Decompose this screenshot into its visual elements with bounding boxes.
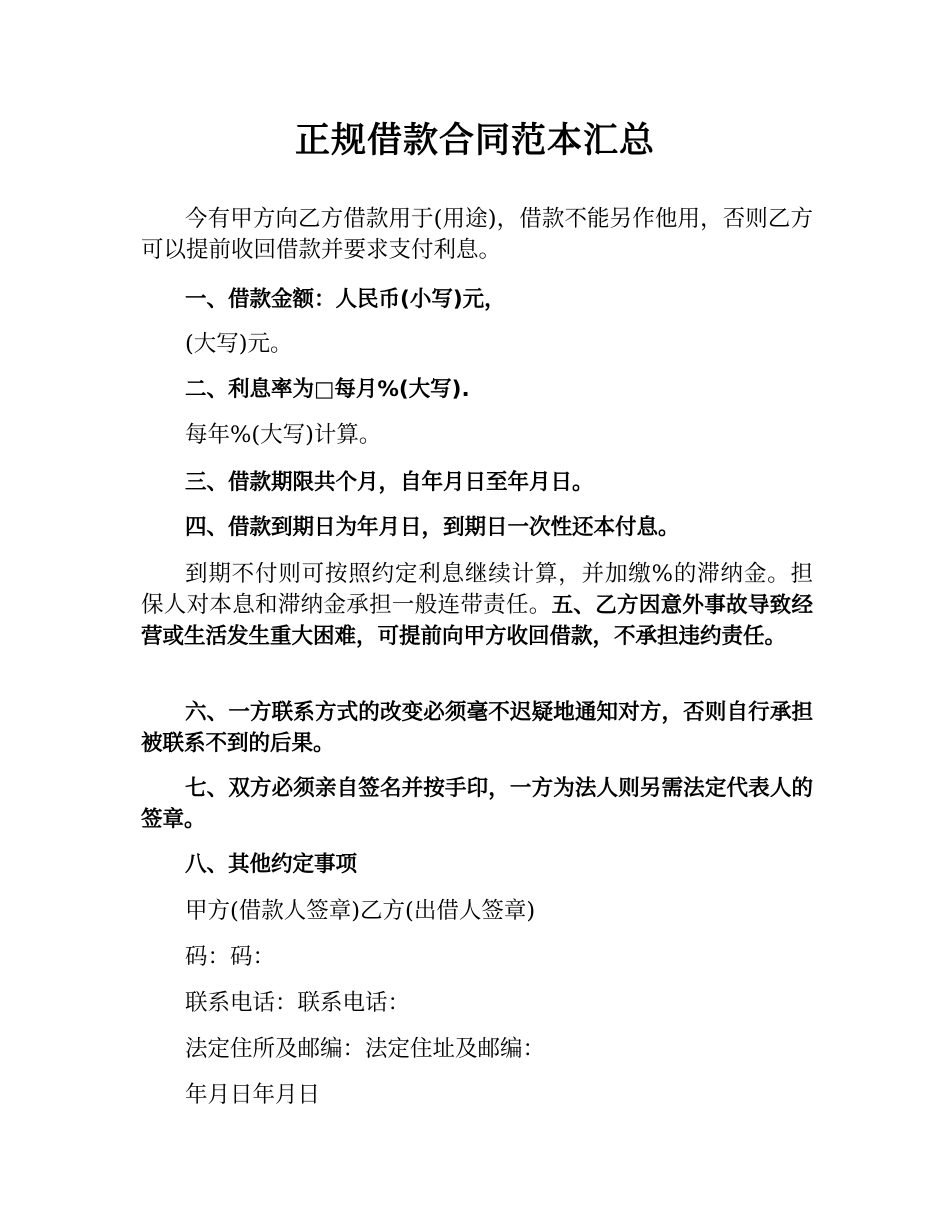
clause-4-due-date: 四、借款到期日为年月日，到期日一次性还本付息。: [185, 515, 680, 540]
clause-8-other-matters: 八、其他约定事项: [185, 852, 358, 877]
clause-7-signatures: 七、双方必须亲自签名并按手印，一方为法人则另需法定代表人的签章。: [141, 776, 813, 832]
clause-3-loan-term: 三、借款期限共个月，自年月日至年月日。: [185, 470, 594, 495]
clause-6-contact-change: 六、一方联系方式的改变必须毫不迟疑地通知对方，否则自行承担被联系不到的后果。: [141, 700, 813, 756]
clause-2-interest-rate: 二、利息率为□每月%(大写).: [185, 377, 470, 402]
date-line: 年月日年月日: [185, 1082, 321, 1108]
clause-2-yearly-rate: 每年%(大写)计算。: [185, 422, 382, 448]
document-title: 正规借款合同范本汇总: [294, 121, 655, 161]
late-payment-text: 到期不付则可按照约定利息继续计算，并加缴%的滞纳金。担保人对本息和滞纳金承担一般连带责任。: [141, 561, 813, 618]
intro-paragraph: 今有甲方向乙方借款用于(用途)，借款不能另作他用，否则乙方可以提前收回借款并要求支付利息。: [141, 206, 813, 263]
address-line: 法定住所及邮编：法定住址及邮编：: [185, 1036, 546, 1062]
late-payment-paragraph: [141, 559, 813, 652]
code-line: 码：码：: [185, 944, 276, 970]
clause-5-early-recall: 五、乙方因意外事故导致经营或生活发生重大困难，可提前向甲方收回借款，不承担违约责任。: [141, 593, 813, 649]
clause-1-loan-amount: 一、借款金额：人民币(小写)元，: [185, 287, 506, 312]
clause-1-amount-daxie: (大写)元。: [185, 331, 293, 357]
phone-line: 联系电话：联系电话：: [185, 990, 411, 1016]
signature-line: 甲方(借款人签章)乙方(出借人签章): [185, 898, 536, 924]
